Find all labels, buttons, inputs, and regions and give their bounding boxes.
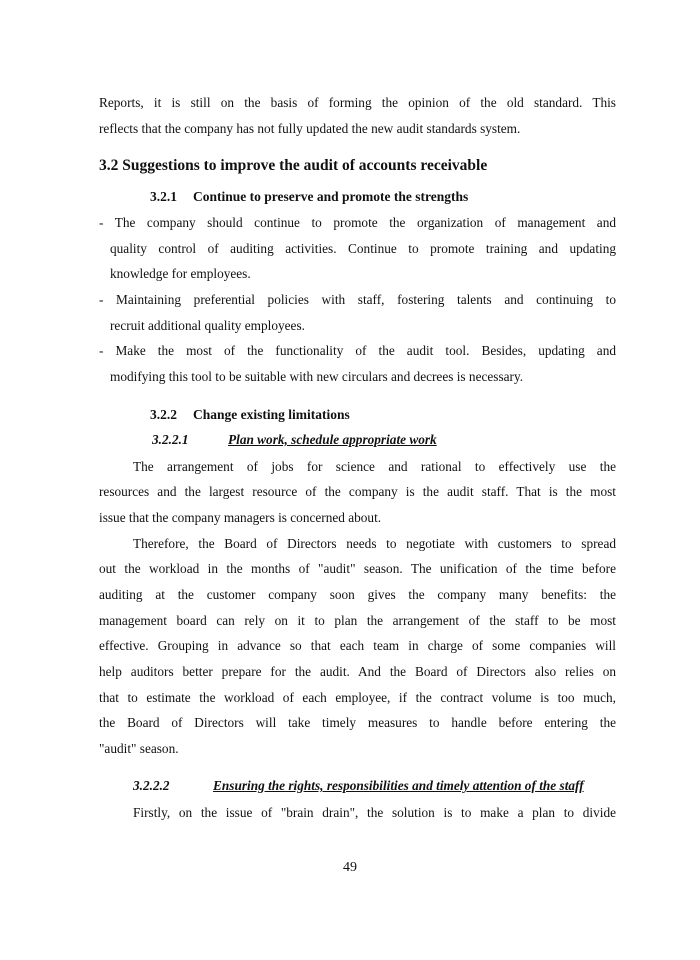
paragraph-line: The arrangement of jobs for science and rational to effectively use the <box>133 459 616 474</box>
bullet-line: knowledge for employees. <box>110 266 251 281</box>
paragraph-line: out the workload in the months of "audit" season. The unification of the time before <box>99 561 616 576</box>
section-title: Ensuring the rights, responsibilities and timely attention of the staff <box>213 778 584 793</box>
section-title: Change existing limitations <box>193 407 350 422</box>
paragraph-line: help auditors better prepare for the audit. And the Board of Directors also relies on <box>99 664 616 679</box>
section-heading-3-2-2 <box>150 407 350 423</box>
paragraph-line: reflects that the company has not fully updated the new audit standards system. <box>99 121 521 136</box>
section-number: 3.2.1 <box>150 189 177 204</box>
paragraph-line: issue that the company managers is concerned about. <box>99 510 382 525</box>
section-heading-3-2-2-2 <box>133 778 584 794</box>
section-heading-3-2-2-1 <box>152 432 437 448</box>
paragraph-line: Reports, it is still on the basis of forming the opinion of the old standard. This <box>99 95 616 110</box>
section-number: 3.2.2.2 <box>133 778 170 793</box>
bullet-line: quality control of auditing activities. Continue to promote training and updating <box>110 241 616 256</box>
paragraph-line: that to estimate the workload of each employee, if the contract volume is too much, <box>99 690 616 705</box>
paragraph-line: Firstly, on the issue of "brain drain", the solution is to make a plan to divide <box>133 805 616 820</box>
section-heading-3-2-1 <box>150 189 468 205</box>
paragraph-line: management board can rely on it to plan the arrangement of the staff to be most <box>99 613 616 628</box>
paragraph-line: the Board of Directors will take timely measures to handle before entering the <box>99 715 616 730</box>
section-heading-3-2: 3.2 Suggestions to improve the audit of accounts receivable <box>99 157 488 174</box>
bullet-line: - Maintaining preferential policies with staff, fostering talents and continuing to <box>99 292 616 307</box>
section-number: 3.2.2 <box>150 407 177 422</box>
page-number: 49 <box>343 860 357 875</box>
paragraph-line: auditing at the customer company soon gives the company many benefits: the <box>99 587 616 602</box>
paragraph-line: "audit" season. <box>99 741 179 756</box>
bullet-line: - The company should continue to promote the organization of management and <box>99 215 616 230</box>
section-title: Continue to preserve and promote the strengths <box>193 189 469 204</box>
bullet-line: - Make the most of the functionality of the audit tool. Besides, updating and <box>99 343 616 358</box>
section-title: Plan work, schedule appropriate work <box>228 432 437 447</box>
paragraph-line: resources and the largest resource of the company is the audit staff. That is the most <box>99 484 616 499</box>
bullet-line: modifying this tool to be suitable with new circulars and decrees is necessary. <box>110 369 524 384</box>
paragraph-line: effective. Grouping in advance so that each team in charge of some companies will <box>99 638 616 653</box>
paragraph-line: Therefore, the Board of Directors needs to negotiate with customers to spread <box>133 536 616 551</box>
bullet-line: recruit additional quality employees. <box>110 318 305 333</box>
section-number: 3.2.2.1 <box>152 432 189 447</box>
